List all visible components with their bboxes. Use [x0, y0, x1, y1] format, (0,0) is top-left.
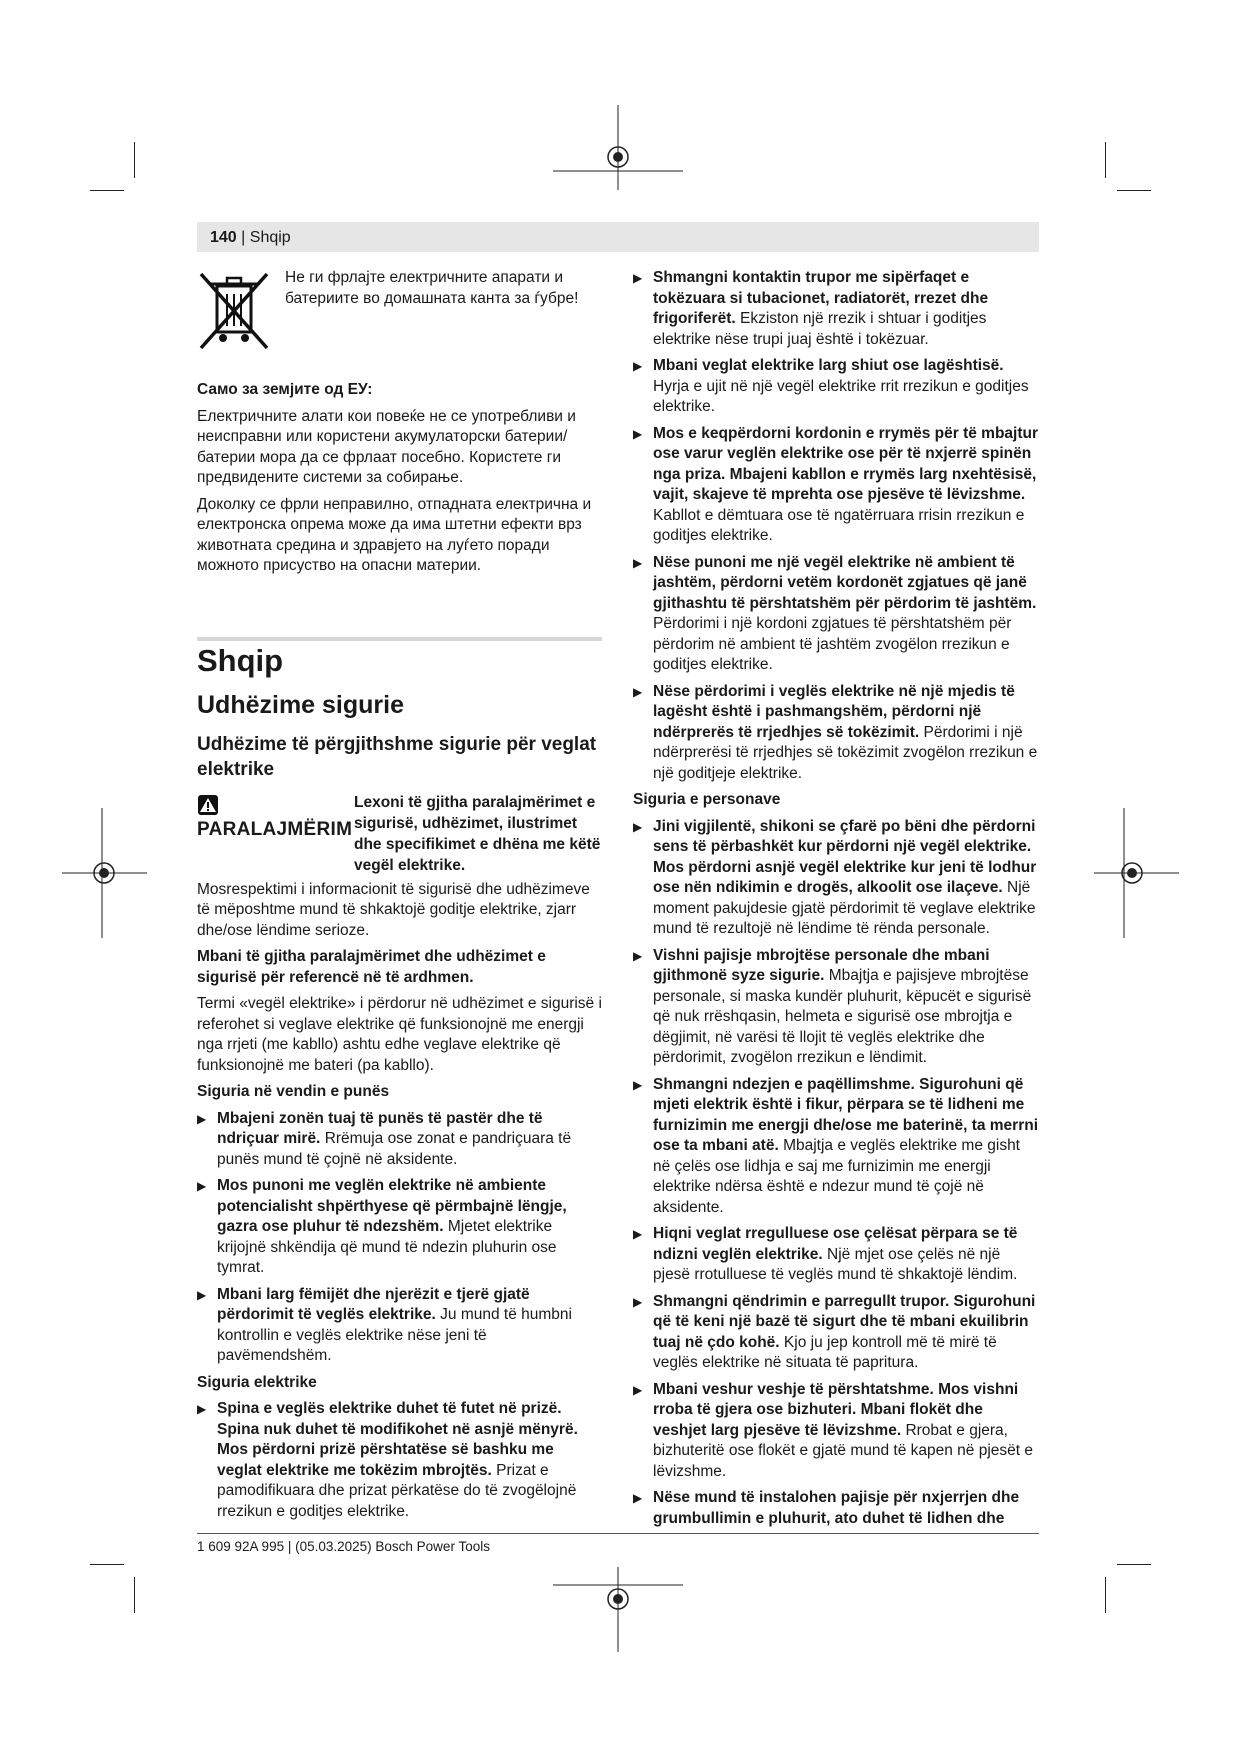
- list-item: ▶ Nëse përdorimi i veglës elektrike në një mjedis të lagësht është i pashmangshëm, përdorni një ndërprerës të rrjedhjes së tokëzimit. Përdorimi i një ndërprerësi të rrjedhjes së tokëzimit zvogëlon rrezikun e një goditjeje elektrike.: [633, 682, 1039, 785]
- registration-mark-icon: [1094, 808, 1179, 938]
- crop-mark: [134, 142, 135, 178]
- list-item: ▶ Mbani veglat elektrike larg shiut ose lagështisë. Hyrja e ujit në një vegël elektrike rrit rrezikun e goditjes elektrike.: [633, 356, 1039, 418]
- warning-block: [197, 792, 602, 874]
- warning-rest: Mosrespektimi i informacionit të sigurisë dhe udhëzimeve të mëposhtme mund të shkaktojë goditje elektrike, zjarr dhe/ose lëndime serioze.: [197, 880, 590, 939]
- crop-mark: [90, 1564, 124, 1565]
- language-title: Shqip: [197, 642, 284, 678]
- registration-mark-icon: [62, 808, 147, 938]
- list-item: ▶ Spina e veglës elektrike duhet të futet në prizë. Spina nuk duhet të modifikohet në asnjë mënyrë. Mos përdorni prizë përshtatëse së bashku me veglat elektrike me tokëzim mbrojtës. Prizat e pamodifikuara dhe prizat përkatëse do të zvogëlojnë rrezikun e goditjes elektrike.: [197, 1399, 602, 1522]
- warning-icon: [197, 794, 219, 816]
- keep-all-notice: Mbani të gjitha paralajmërimet dhe udhëzimet e sigurisë për referencë në të ardhmen.: [197, 948, 546, 986]
- list-item: ▶ Shmangni ndezjen e paqëllimshme. Sigurohuni që mjeti elektrik është i fikur, përpara se të lidheni me furnizimin me energji dhe/ose me baterinë, ta merrni ose ta mbani atë. Mbajtja e veglës elektrike me gisht në çelës ose lidhja e saj me furnizimin me energji elektrike ndërsa është e ndezur mund të çojë në aksidente.: [633, 1075, 1039, 1219]
- term-paragraph: Termi «vegël elektrike» i përdorur në udhëzimet e sigurisë i referohet si veglave elektrike që funksionojnë me energji nga rrjeti (me kabllo) ashtu edhe veglave elektrike që funksionojnë me bateri (pa kabllo).: [197, 995, 602, 1074]
- crop-mark: [1117, 1564, 1151, 1565]
- list-item: ▶ Shmangni kontaktin trupor me sipërfaqet e tokëzuara si tubacionet, radiatorët, rrezet dhe frigoriferët. Ekziston një rrezik i shtuar i goditjes elektrike nëse trupi juaj është i tokëzuar.: [633, 268, 1039, 350]
- list-item: ▶ Mbani larg fëmijët dhe njerëzit e tjerë gjatë përdorimit të veglës elektrike. Ju mund të humbni kontrollin e veglës elektrike nëse jeni të pavëmendshëm.: [197, 1285, 602, 1367]
- page-header: 140 | Shqip: [210, 229, 291, 246]
- list-item: ▶ Jini vigjilentë, shikoni se çfarë po bëni dhe përdorni sens të përbashkët kur përdorni një vegël elektrike. Mos përdorni asnjë vegël elektrike kur jeni të lodhur ose nën ndikimin e drogës, alkoolit ose ilaçeve. Një moment pakujdesie gjatë përdorimit të veglave elektrike mund të rezultojë në lëndime të rënda personale.: [633, 817, 1039, 940]
- crop-mark: [90, 190, 124, 191]
- eu-paragraph: Електричните алати кои повеќе не се употребливи и неисправни или користени акумулаторски батерии/батерии мора да се фрлаат посебно. Користете ги предвидените системи за собирање.: [197, 407, 576, 486]
- crop-mark: [1105, 142, 1106, 178]
- page-footer: 1 609 92A 995 | (05.03.2025) Bosch Power Tools: [197, 1539, 490, 1554]
- crossed-bin-icon: [197, 268, 273, 354]
- section-divider: [197, 637, 602, 641]
- work-area-heading: Siguria në vendin e punës: [197, 1083, 390, 1100]
- list-item: ▶ Mos e keqpërdorni kordonin e rrymës për të mbajtur ose varur veglën elektrike ose për të nxjerrë spinën nga priza. Mbajeni kabllon e rrymës larg nxehtësisë, vajit, skajeve të mprehta ose pjesëve të lëvizshme. Kabllot e dëmtuara ose të ngatërruara rrisin rrezikun e goditjes elektrike.: [633, 424, 1039, 547]
- registration-mark-icon: [553, 1567, 683, 1652]
- section-subtitle: Udhëzime të përgjithshme sigurie për veglat elektrike: [197, 733, 597, 780]
- page-title: Udhëzime sigurie: [197, 691, 404, 719]
- warning-label: PARALAJMËRIM: [197, 818, 353, 840]
- list-item: ▶ Hiqni veglat rregulluese ose çelësat përpara se të ndizni veglën elektrike. Një mjet ose çelës në një pjesë rrotulluese të veglës mund të shkaktojë lëndim.: [633, 1224, 1039, 1286]
- page-number: 140: [210, 229, 237, 246]
- disposal-block: [197, 268, 602, 368]
- list-item: ▶ Mbani veshur veshje të përshtatshme. Mos vishni rroba të gjera ose bizhuteri. Mbani flokët dhe veshjet larg pjesëve të lëvizshme. Rrobat e gjera, bizhuteritë ose flokët e gjatë mund të kapen në pjesët e lëvizshme.: [633, 1380, 1039, 1483]
- crop-mark: [1117, 190, 1151, 191]
- crop-mark: [134, 1577, 135, 1613]
- registration-mark-icon: [553, 105, 683, 190]
- right-column: [633, 268, 1039, 1535]
- list-item: ▶ Nëse mund të instalohen pajisje për nxjerrjen dhe grumbullimin e pluhurit, ato duhet të lidhen dhe: [633, 1488, 1039, 1529]
- eu-paragraph: Доколку се фрли неправилно, отпадната електрична и електронска опрема може да има штетни ефекти врз животната средина и здравјето на луѓето поради можното присуство на опасни материи.: [197, 495, 592, 574]
- list-item: ▶ Mos punoni me veglën elektrike në ambiente potencialisht shpërthyese që përmbajnë lëngje, gazra ose pluhur të ndezshëm. Mjetet elektrike krijojnë shkëndija që mund të ndezin pluhurin ose tymrat.: [197, 1176, 602, 1279]
- electrical-heading: Siguria elektrike: [197, 1373, 317, 1391]
- list-item: ▶ Shmangni qëndrimin e parregullt trupor. Sigurohuni që të keni një bazë të sigurt dhe të mbani ekuilibrin tuaj në çdo kohë. Kjo ju jep kontroll më të mirë të veglës elektrike në situata të papritura.: [633, 1292, 1039, 1374]
- page-header-bar: [197, 222, 1039, 252]
- list-item: ▶ Vishni pajisje mbrojtëse personale dhe mbani gjithmonë syze sigurie. Mbajtja e pajisjeve mbrojtëse personale, si maska kundër pluhurit, këpucët e sigurisë që nuk rrëshqasin, helmeta e sigurisë ose mbrojtja e dëgjimit, në varësi të llojit të veglës elektrike dhe përdorimit, zvogëlon rrezikun e lëndimit.: [633, 946, 1039, 1069]
- eu-heading: Само за земјите од ЕУ:: [197, 381, 373, 398]
- header-section: Shqip: [249, 229, 291, 246]
- personal-heading: Siguria e personave: [633, 791, 781, 808]
- list-item: ▶ Nëse punoni me një vegël elektrike në ambient të jashtëm, përdorni vetëm kordonët zgjatues që janë gjithashtu të përshtatshëm për përdorim të jashtëm. Përdorimi i një kordoni zgjatues të përshtatshëm për përdorim në ambient të jashtëm zvogëlon rrezikun e goditjes elektrike.: [633, 553, 1039, 676]
- disposal-notice: Не ги фрлајте електричните апарати и батериите во домашната канта за ѓубре!: [285, 269, 579, 307]
- warning-bold-text: Lexoni të gjitha paralajmërimet e sigurisë, udhëzimet, ilustrimet dhe specifikimet e dhëna me këtë vegël elektrike.: [354, 793, 601, 874]
- list-item: ▶ Mbajeni zonën tuaj të punës të pastër dhe të ndriçuar mirë. Rrëmuja ose zonat e pandriçuara të punës mund të çojnë në aksidente.: [197, 1109, 602, 1171]
- footer-divider: [197, 1533, 1039, 1534]
- crop-mark: [1105, 1577, 1106, 1613]
- left-column: [197, 268, 602, 1528]
